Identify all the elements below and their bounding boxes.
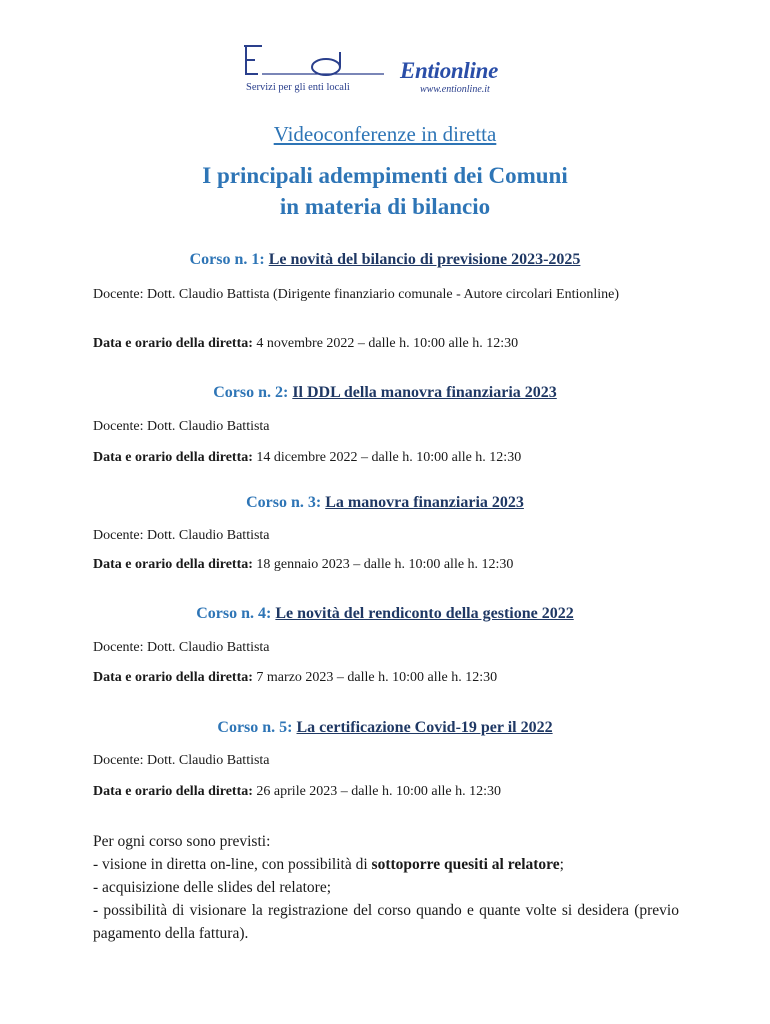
course-docente: Docente: Dott. Claudio Battista — [93, 528, 270, 543]
course-title[interactable]: Le novità del bilancio di previsione 2023-2025 — [268, 251, 581, 268]
date-label: Data e orario della diretta: — [93, 784, 253, 799]
course-title[interactable]: Le novità del rendiconto della gestione 2022 — [275, 605, 574, 622]
course-docente: Docente: Dott. Claudio Battista — [93, 753, 270, 768]
course-date: 18 gennaio 2023 – dalle h. 10:00 alle h. 12:30 — [256, 557, 514, 572]
date-label: Data e orario della diretta: — [93, 450, 253, 465]
page-subtitle: Videoconferenze in diretta — [273, 122, 497, 146]
course-date: 26 aprile 2023 – dalle h. 10:00 alle h. 12:30 — [256, 784, 501, 799]
course-docente: Docente: Dott. Claudio Battista — [93, 640, 270, 655]
feature-item-live — [93, 853, 679, 876]
course-docente: Docente: Dott. Claudio Battista (Dirigente finanziario comunale - Autore circolari Entionline) — [93, 287, 619, 302]
feature-live-pre: - visione in diretta on-line, con possibilità di — [93, 856, 372, 873]
feature-live-post: ; — [559, 856, 564, 873]
page-title-line-1: I principali adempimenti dei Comuni — [202, 163, 568, 188]
course-date-row — [93, 782, 679, 802]
header-logo — [242, 40, 532, 102]
date-label: Data e orario della diretta: — [93, 336, 253, 351]
page-title-line-2: in materia di bilancio — [279, 194, 491, 219]
feature-item-recording: - possibilità di visionare la registrazione del corso quando e quante volte si desidera (previo pagamento della fattura). — [93, 902, 679, 942]
course-date-row — [93, 448, 679, 468]
brand-name: Entionline — [400, 58, 498, 83]
course-heading-4 — [0, 605, 770, 623]
date-label: Data e orario della diretta: — [93, 557, 253, 572]
course-title[interactable]: Il DDL della manovra finanziaria 2023 — [292, 384, 557, 401]
course-number: Corso n. 4: — [196, 605, 272, 622]
features-intro: Per ogni corso sono previsti: — [93, 833, 271, 850]
course-date: 4 novembre 2022 – dalle h. 10:00 alle h. 12:30 — [256, 336, 519, 351]
course-heading-1 — [0, 251, 770, 269]
course-docente: Docente: Dott. Claudio Battista — [93, 419, 270, 434]
course-heading-5 — [0, 719, 770, 737]
date-label: Data e orario della diretta: — [93, 670, 253, 685]
course-date-row — [93, 334, 679, 354]
logo-tagline: Servizi per gli enti locali — [246, 82, 350, 93]
course-date: 7 marzo 2023 – dalle h. 10:00 alle h. 12:30 — [256, 670, 498, 685]
course-title[interactable]: La certificazione Covid-19 per il 2022 — [296, 719, 553, 736]
course-number: Corso n. 1: — [189, 251, 265, 268]
course-number: Corso n. 2: — [213, 384, 289, 401]
course-features — [93, 830, 679, 945]
course-title[interactable]: La manovra finanziaria 2023 — [325, 494, 524, 511]
course-number: Corso n. 3: — [246, 494, 322, 511]
course-heading-3 — [0, 494, 770, 512]
brand-url[interactable]: www.entionline.it — [420, 84, 490, 95]
feature-item-slides: - acquisizione delle slides del relatore; — [93, 879, 332, 896]
feature-live-bold: sottoporre quesiti al relatore — [371, 856, 560, 873]
course-date-row — [93, 668, 679, 688]
page-title — [0, 160, 770, 222]
ed-logo-mark-icon — [242, 40, 392, 82]
course-number: Corso n. 5: — [217, 719, 293, 736]
course-date-row — [93, 555, 679, 575]
course-date: 14 dicembre 2022 – dalle h. 10:00 alle h. 12:30 — [256, 450, 522, 465]
course-heading-2 — [0, 384, 770, 402]
